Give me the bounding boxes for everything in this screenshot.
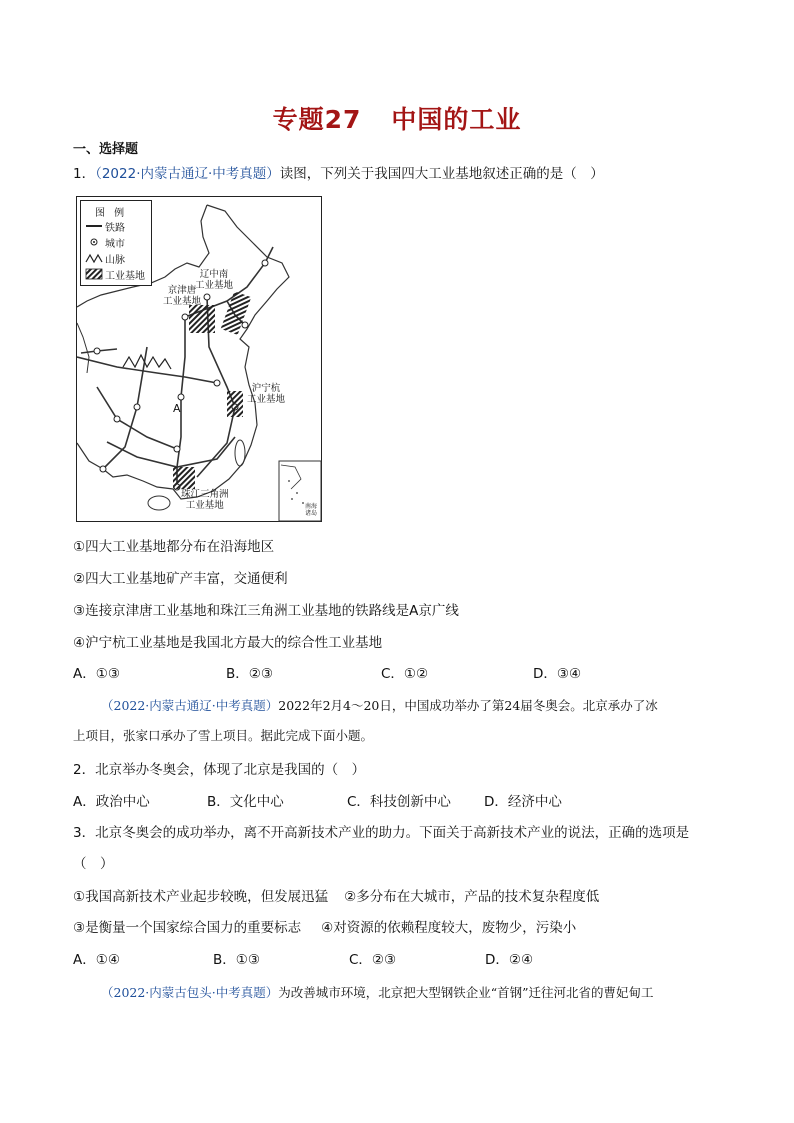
q1-option-d[interactable]: D．③④ [533, 666, 582, 682]
stem-2-line-1: （2022·内蒙古通辽·中考真题）2022年2月4～20日，中国成功举办了第24届冬奥会。北京承办了冰 [101, 698, 658, 713]
q2-option-c[interactable]: C．科技创新中心 [347, 794, 451, 810]
stem-3-source[interactable]: （2022·内蒙古包头·中考真题） [101, 985, 279, 1000]
page-title: 专题27 中国的工业 [272, 105, 522, 134]
legend-industrial-base: 工业基地 [85, 267, 145, 281]
legend-railway: 铁路 [105, 222, 125, 234]
q2-options [73, 793, 562, 811]
q2-option-d[interactable]: D．经济中心 [484, 794, 562, 810]
stem-2-source[interactable]: （2022·内蒙古通辽·中考真题） [101, 698, 279, 713]
map-legend: 图 例 铁路 城市 山脉 工业基地 [80, 200, 152, 286]
q1-item-1: ①四大工业基地都分布在沿海地区 [73, 539, 275, 555]
label-a: A [173, 402, 181, 415]
legend-city: 城市 [85, 235, 125, 249]
question-1-source[interactable]: （2022·内蒙古通辽·中考真题） [95, 166, 280, 182]
q3-option-d[interactable]: D．②④ [485, 952, 534, 968]
label-jingjintang: 京津唐 工业基地 [163, 285, 202, 307]
question-3-paren: （ ） [73, 856, 114, 872]
q3-items-line-2: ③是衡量一个国家综合国力的重要标志 ④对资源的依赖程度较大，废物少，污染小 [73, 920, 577, 936]
label-nanhai: 南海 诸岛 [305, 503, 318, 517]
china-industry-map [76, 196, 322, 522]
q1-item-3: ③连接京津唐工业基地和珠江三角洲工业基地的铁路线是A京广线 [73, 603, 459, 619]
question-3-stem: 3．北京冬奥会的成功举办，离不开高新技术产业的助力。下面关于高新技术产业的说法，正确的选项是 [73, 825, 690, 841]
q1-item-4: ④沪宁杭工业基地是我国北方最大的综合性工业基地 [73, 635, 383, 651]
question-1-stem: 1．（2022·内蒙古通辽·中考真题）读图，下列关于我国四大工业基地叙述正确的是（ ） [73, 166, 604, 182]
question-2-stem: 2．北京举办冬奥会，体现了北京是我国的（ ） [73, 762, 366, 778]
q3-option-a[interactable]: A．①④ [73, 952, 120, 968]
q3-option-b[interactable]: B．①③ [213, 952, 260, 968]
q2-option-a[interactable]: A．政治中心 [73, 794, 150, 810]
q1-option-a[interactable]: A．①③ [73, 666, 120, 682]
q1-option-b[interactable]: B．②③ [226, 666, 273, 682]
q1-option-c[interactable]: C．①② [381, 666, 429, 682]
stem-3-line-1: （2022·内蒙古包头·中考真题）为改善城市环境，北京把大型钢铁企业“首钢”迁往河北省的曹妃甸工 [101, 985, 654, 1000]
label-liaozhongnan: 辽中南 工业基地 [195, 269, 234, 291]
q2-option-b[interactable]: B．文化中心 [207, 794, 284, 810]
q1-item-2: ②四大工业基地矿产丰富，交通便利 [73, 571, 288, 587]
q1-options [73, 665, 581, 683]
q3-options [73, 951, 533, 969]
label-huninghang: 沪宁杭 工业基地 [247, 383, 286, 405]
q3-items-line-1: ①我国高新技术产业起步较晚，但发展迅猛 ②多分布在大城市，产品的技术复杂程度低 [73, 889, 600, 905]
q3-option-c[interactable]: C．②③ [349, 952, 397, 968]
legend-mountain: 山脉 [85, 251, 125, 265]
label-zhujiang: 珠江三角洲 工业基地 [181, 489, 229, 511]
stem-2-line-2: 上项目，张家口承办了雪上项目。据此完成下面小题。 [73, 728, 374, 743]
section-heading: 一、选择题 [73, 142, 139, 157]
